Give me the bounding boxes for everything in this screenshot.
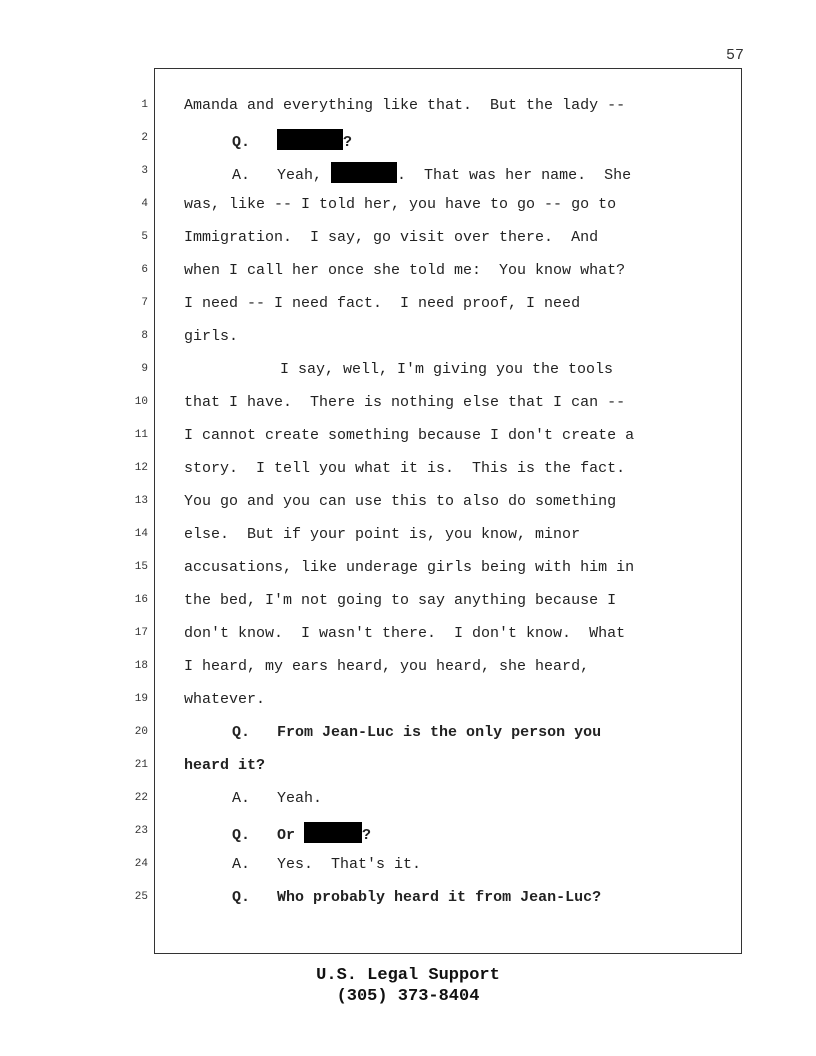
speaker-label: A.: [232, 856, 251, 873]
line-number: 9: [141, 363, 148, 375]
answer-line: A. Yes. That's it.: [232, 856, 422, 873]
line-number: 16: [134, 594, 148, 606]
redaction-box: [304, 822, 362, 843]
transcript-line: when I call her once she told me: You know what?: [184, 262, 626, 279]
line-number: 19: [134, 693, 148, 705]
transcript-line: whatever.: [184, 691, 266, 708]
transcript-line: accusations, like underage girls being with him in: [184, 559, 635, 576]
line-number: 20: [134, 726, 148, 738]
line-number: 12: [134, 462, 148, 474]
speaker-label: Q.: [232, 827, 251, 844]
transcript-line: was, like -- I told her, you have to go -- go to: [184, 196, 617, 213]
line-number: 13: [134, 495, 148, 507]
page-number: 57: [725, 47, 744, 64]
line-number: 10: [134, 396, 148, 408]
line-number: 11: [134, 429, 148, 441]
transcript-line: I cannot create something because I don't create a: [184, 427, 635, 444]
transcript-line: I need -- I need fact. I need proof, I need: [184, 295, 581, 312]
line-number: 24: [134, 858, 148, 870]
speaker-label: Q.: [232, 134, 251, 151]
question-line: Q. Or ?: [232, 822, 371, 846]
line-number: 5: [141, 231, 148, 243]
transcript-line: don't know. I wasn't there. I don't know. What: [184, 625, 626, 642]
transcript-line: the bed, I'm not going to say anything because I: [184, 592, 617, 609]
line-number: 4: [141, 198, 148, 210]
transcript-line: Immigration. I say, go visit over there. And: [184, 229, 599, 246]
question-line: Q. ?: [232, 129, 352, 153]
redaction-box: [331, 162, 397, 183]
line-number: 2: [141, 132, 148, 144]
speaker-label: A.: [232, 167, 251, 184]
speaker-label: Q.: [232, 724, 251, 741]
transcript-line: I heard, my ears heard, you heard, she heard,: [184, 658, 590, 675]
question-line: heard it?: [184, 757, 266, 774]
footer-phone: (305) 373-8404: [336, 987, 480, 1006]
answer-line: A. Yeah, . That was her name. She: [232, 162, 631, 186]
line-number: 14: [134, 528, 148, 540]
line-number: 22: [134, 792, 148, 804]
transcript-line: Amanda and everything like that. But the lady --: [184, 97, 626, 114]
footer-company: U.S. Legal Support: [316, 966, 500, 985]
question-line: Q. From Jean-Luc is the only person you: [232, 724, 602, 741]
transcript-line: story. I tell you what it is. This is the fact.: [184, 460, 626, 477]
line-number: 6: [141, 264, 148, 276]
line-number: 25: [134, 891, 148, 903]
redaction-box: [277, 129, 343, 150]
line-number: 21: [134, 759, 148, 771]
line-number: 17: [134, 627, 148, 639]
footer: [0, 965, 816, 1007]
transcript-line: girls.: [184, 328, 239, 345]
line-number: 7: [141, 297, 148, 309]
transcript-line: You go and you can use this to also do something: [184, 493, 617, 510]
question-line: Q. Who probably heard it from Jean-Luc?: [232, 889, 602, 906]
line-number: 8: [141, 330, 148, 342]
answer-line: A. Yeah.: [232, 790, 323, 807]
transcript-line: I say, well, I'm giving you the tools: [280, 361, 614, 378]
speaker-label: Q.: [232, 889, 251, 906]
line-number: 18: [134, 660, 148, 672]
transcript-line: else. But if your point is, you know, minor: [184, 526, 581, 543]
line-number: 1: [141, 99, 148, 111]
speaker-label: A.: [232, 790, 251, 807]
line-number: 3: [141, 165, 148, 177]
line-number: 15: [134, 561, 148, 573]
line-number: 23: [134, 825, 148, 837]
transcript-line: that I have. There is nothing else that I can --: [184, 394, 626, 411]
